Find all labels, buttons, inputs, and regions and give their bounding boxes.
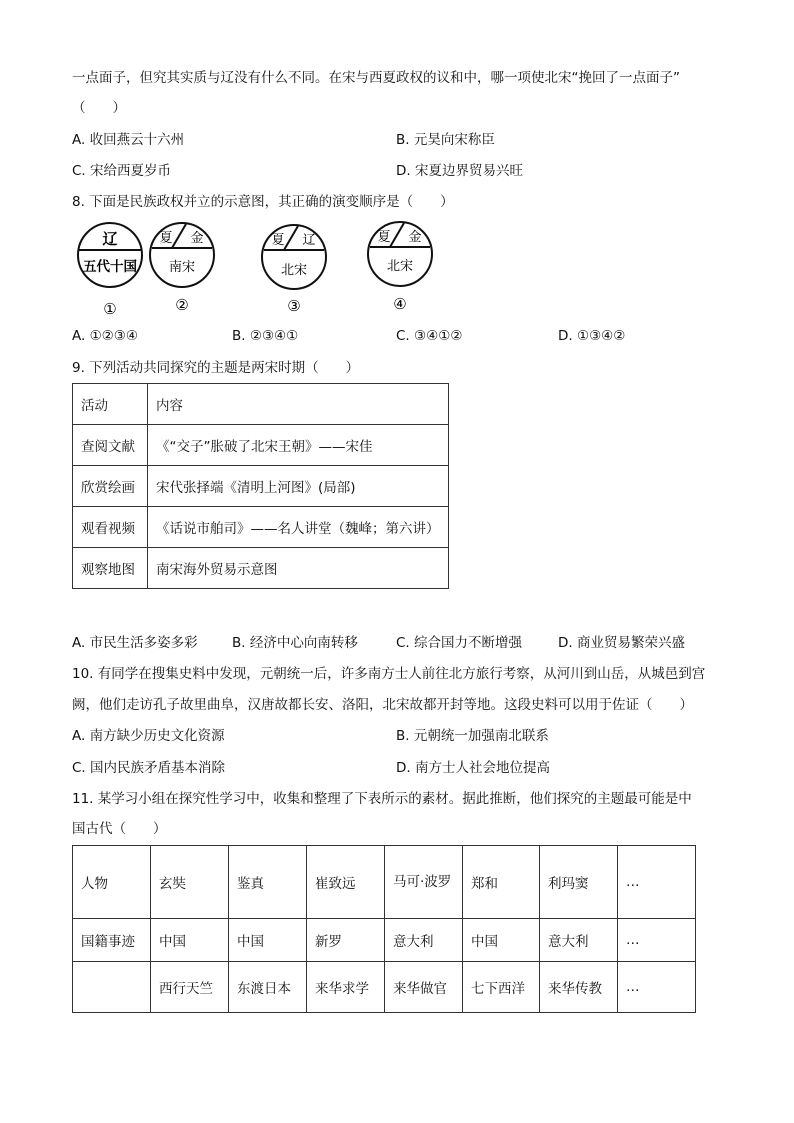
q10-stem-line2: 阙，他们走访孔子故里曲阜，汉唐故都长安、洛阳，北宋故都开封等地。这段史料可以用于佐证（ ） [72, 697, 693, 713]
figure-4-right-label: 金 [408, 230, 422, 245]
q7-option-a: A. 收回燕云十六州 [72, 132, 185, 148]
q10-option-c: C. 国内民族矛盾基本消除 [72, 760, 226, 776]
figure-4-bottom-label: 北宋 [386, 259, 414, 274]
figure-3 [262, 225, 326, 315]
table-cell: 玄奘 [151, 846, 229, 919]
q7-stem-line2: （ ） [72, 100, 126, 116]
table-cell: 观察地图 [73, 548, 148, 589]
q8-stem: 8. 下面是民族政权并立的示意图，其正确的演变顺序是（ ） [72, 194, 454, 210]
q8-figures [70, 220, 470, 320]
q9-table [72, 383, 449, 589]
figure-2-right-label: 金 [190, 231, 204, 246]
figure-1-number: ① [103, 300, 117, 318]
table-cell: 活动 [73, 384, 148, 425]
table-cell: … [618, 846, 696, 919]
table-cell: 中国 [463, 919, 540, 962]
figure-3-bottom-label: 北宋 [280, 263, 308, 278]
q11-stem-line1: 11. 某学习小组在探究性学习中，收集和整理了下表所示的素材。据此推断，他们探究的主题最可能是中 [72, 791, 692, 807]
q9-option-c: C. 综合国力不断增强 [396, 635, 523, 651]
q11-table [72, 845, 696, 1013]
table-cell: 中国 [229, 919, 307, 962]
table-cell: 人物 [73, 846, 151, 919]
table-cell: 国籍事迹 [73, 919, 151, 962]
table-cell: 来华求学 [307, 962, 385, 1013]
q10-option-d: D. 南方士人社会地位提高 [396, 760, 550, 776]
table-cell: 内容 [148, 384, 449, 425]
table-cell: … [618, 919, 696, 962]
table-cell: 利玛窦 [540, 846, 618, 919]
q10-option-b: B. 元朝统一加强南北联系 [396, 728, 549, 744]
table-cell: 西行天竺 [151, 962, 229, 1013]
q8-option-c: C. ③④①② [396, 328, 463, 344]
table-cell: 南宋海外贸易示意图 [148, 548, 449, 589]
table-cell: 意大利 [540, 919, 618, 962]
table-cell: 中国 [151, 919, 229, 962]
table-cell: … [618, 962, 696, 1013]
table-row [73, 962, 696, 1013]
figure-2-number: ② [175, 296, 189, 314]
table-cell: 新罗 [307, 919, 385, 962]
figure-1-bottom-label: 五代十国 [83, 259, 137, 275]
figure-2 [150, 223, 214, 314]
table-row [73, 919, 696, 962]
figure-3-number: ③ [287, 297, 301, 315]
figure-4-number: ④ [393, 295, 407, 313]
table-row [73, 384, 449, 425]
table-cell: 宋代张择端《清明上河图》(局部) [148, 466, 449, 507]
q8-option-b: B. ②③④① [232, 328, 299, 344]
table-cell: 意大利 [385, 919, 463, 962]
table-cell: 《“交子”胀破了北宋王朝》——宋佳 [148, 425, 449, 466]
table-cell: 鉴真 [229, 846, 307, 919]
table-cell: 来华做官 [385, 962, 463, 1013]
q9-stem: 9. 下列活动共同探究的主题是两宋时期（ ） [72, 360, 360, 376]
table-cell: 欣赏绘画 [73, 466, 148, 507]
q7-option-c: C. 宋给西夏岁币 [72, 163, 172, 179]
figure-1 [78, 223, 142, 318]
q9-option-d: D. 商业贸易繁荣兴盛 [558, 635, 685, 651]
table-cell: 观看视频 [73, 507, 148, 548]
q7-option-d: D. 宋夏边界贸易兴旺 [396, 163, 523, 179]
table-row [73, 548, 449, 589]
q7-option-b: B. 元昊向宋称臣 [396, 132, 495, 148]
table-cell: 郑和 [463, 846, 540, 919]
table-cell: 七下西洋 [463, 962, 540, 1013]
figure-3-right-label: 辽 [302, 233, 316, 248]
table-row [73, 507, 449, 548]
table-cell: 崔致远 [307, 846, 385, 919]
q9-option-b: B. 经济中心向南转移 [232, 635, 358, 651]
figure-1-top-label: 辽 [102, 230, 118, 248]
q10-stem-line1: 10. 有同学在搜集史料中发现，元朝统一后，许多南方士人前往北方旅行考察，从河川到山岳，从城邑到宫 [72, 666, 706, 682]
table-row [73, 425, 449, 466]
q7-stem-line1: 一点面子，但究其实质与辽没有什么不同。在宋与西夏政权的议和中，哪一项使北宋“挽回了一点面子” [72, 70, 680, 86]
figure-2-left-label: 夏 [159, 231, 173, 246]
table-cell: 东渡日本 [229, 962, 307, 1013]
table-cell: 《话说市舶司》——名人讲堂（魏峰；第六讲） [148, 507, 449, 548]
table-row [73, 466, 449, 507]
q8-option-d: D. ①③④② [558, 328, 626, 344]
table-cell [73, 962, 151, 1013]
figure-2-bottom-label: 南宋 [168, 260, 196, 275]
table-cell: 查阅文献 [73, 425, 148, 466]
q8-option-a: A. ①②③④ [72, 328, 138, 344]
table-cell: 来华传教 [540, 962, 618, 1013]
q10-option-a: A. 南方缺少历史文化资源 [72, 728, 225, 744]
q9-option-a: A. 市民生活多姿多彩 [72, 635, 198, 651]
figure-4-left-label: 夏 [377, 230, 391, 245]
figure-3-left-label: 夏 [271, 233, 285, 248]
figure-4 [368, 222, 432, 313]
table-row [73, 846, 696, 919]
table-cell: 马可·波罗 [385, 846, 463, 919]
q11-stem-line2: 国古代（ ） [72, 821, 167, 837]
